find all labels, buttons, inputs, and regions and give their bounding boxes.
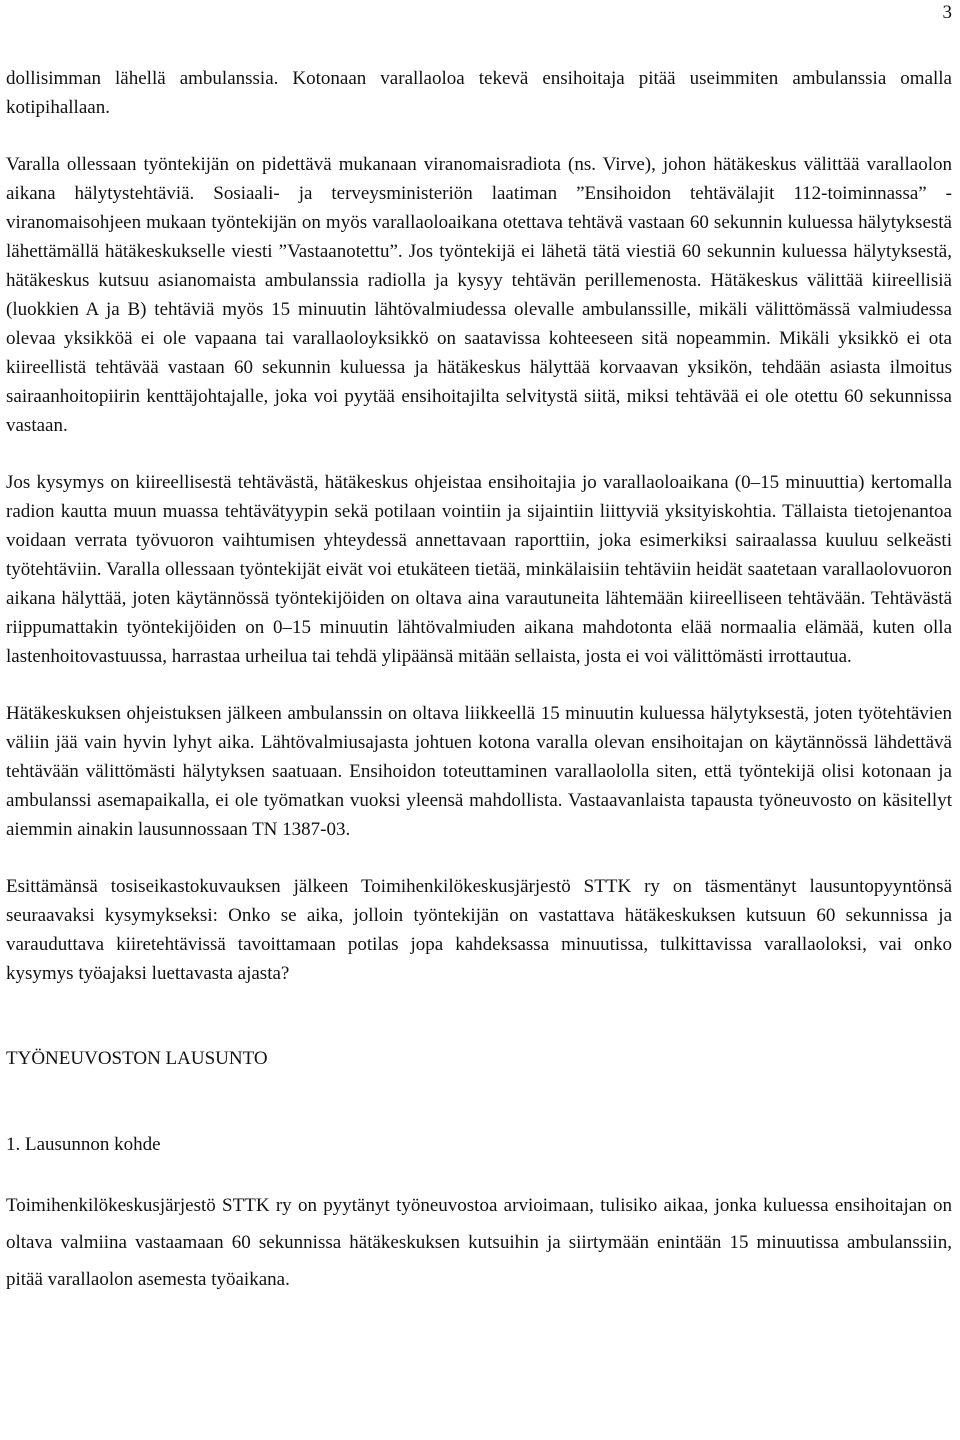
page-number: 3 <box>942 2 952 23</box>
section-heading: TYÖNEUVOSTON LAUSUNTO <box>6 1048 268 1069</box>
paragraph-4: Hätäkeskuksen ohjeistuksen jälkeen ambulanssin on oltava liikkeellä 15 minuutin kuluessa hälytyksestä, joten työtehtävien väliin jää vain hyvin lyhyt aika. Lähtövalmiusajasta johtuen kotona varalla olevan ensihoitajan on käytännössä lähdettävä tehtävään välittömästi hälytyksen saatuaan. Ensihoidon toteuttaminen varallaololla siten, että työntekijä olisi kotonaan ja ambulanssi asemapaikalla, ei ole työmatkan vuoksi yleensä mahdollista. Vastaavanlaista tapausta työneuvosto on käsitellyt aiemmin ainakin lausunnossaan TN 1387-03. <box>6 703 952 840</box>
paragraph-1: dollisimman lähellä ambulanssia. Kotonaan varallaoloa tekevä ensihoitaja pitää useimmiten ambulanssia omalla kotipihallaan. <box>6 68 952 118</box>
document-body <box>6 64 952 1326</box>
subsection-heading: 1. Lausunnon kohde <box>6 1134 161 1155</box>
paragraph-5: Esittämänsä tosiseikastokuvauksen jälkeen Toimihenkilökeskusjärjestö STTK ry on täsmentänyt lausuntopyyntönsä seuraavaksi kysymykseksi: Onko se aika, jolloin työntekijän on vastattava hätäkeskuksen kutsuun 60 sekunnissa ja varauduttava kiiretehtävissä tavoittamaan potilas jopa kahdeksassa minuutissa, tulkittavissa varallaoloksi, vai onko kysymys työajaksi luettavasta ajasta? <box>6 876 952 984</box>
paragraph-3: Jos kysymys on kiireellisestä tehtävästä, hätäkeskus ohjeistaa ensihoitajia jo varallaoloaikana (0–15 minuuttia) kertomalla radion kautta muun muassa tehtävätyypin sekä potilaan vointiin ja sijaintiin liittyviä yksityiskohtia. Tällaista tietojenantoa voidaan verrata työvuoron vaihtumisen yhteydessä annettavaan raporttiin, joka esimerkiksi sairaalassa kuuluu selkeästi työtehtäviin. Varalla ollessaan työntekijät eivät voi etukäteen tietää, minkälaisiin tehtäviin heidät saatetaan varallaolovuoron aikana hälyttää, joten käytännössä työntekijöiden on oltava aina varautuneita lähtemään kiireelliseen tehtävään. Tehtävästä riippumattakin työntekijöiden on 0–15 minuutin lähtövalmiuden aikana mahdotonta elää normaalia elämää, kuten olla lastenhoitovastuussa, harrastaa urheilua tai tehdä ylipäänsä mitään sellaista, josta ei voi välittömästi irrottautua. <box>6 472 952 667</box>
paragraph-2: Varalla ollessaan työntekijän on pidettävä mukanaan viranomaisradiota (ns. Virve), johon hätäkeskus välittää varallaolon aikana hälytystehtäviä. Sosiaali- ja terveysministeriön laatiman ”Ensihoidon tehtävälajit 112-toiminnassa” -viranomaisohjeen mukaan työntekijän on myös varallaoloaikana otettava tehtävä vastaan 60 sekunnin kuluessa hälytyksestä lähettämällä hätäkeskukselle viesti ”Vastaanotettu”. Jos työntekijä ei lähetä tätä viestiä 60 sekunnin kuluessa hälytyksestä, hätäkeskus kutsuu asianomaista ambulanssia radiolla ja kysyy tehtävän perillemenosta. Hätäkeskus välittää kiireellisiä (luokkien A ja B) tehtäviä myös 15 minuutin lähtövalmiudessa olevalle ambulanssille, mikäli välittömässä valmiudessa olevaa yksikköä ei ole vapaana tai varallaoloyksikkö on saatavissa kohteeseen sitä nopeammin. Mikäli yksikkö ei ota kiireellistä tehtävää vastaan 60 sekunnin kuluessa ja hätäkeskus hälyttää korvaavan yksikön, tehdään asiasta ilmoitus sairaanhoitopiirin kenttäjohtajalle, joka voi pyytää ensihoitajilta selvitystä siitä, miksi tehtävää ei ole otettu 60 sekunnissa vastaan. <box>6 154 952 436</box>
paragraph-6: Toimihenkilökeskusjärjestö STTK ry on pyytänyt työneuvostoa arvioimaan, tulisiko aikaa, jonka kuluessa ensihoitajan on oltava valmiina vastaamaan 60 sekunnissa hätäkeskuksen kutsuihin ja siirtymään enintään 15 minuutissa ambulanssiin, pitää varallaolon asemesta työaikana. <box>6 1195 952 1290</box>
